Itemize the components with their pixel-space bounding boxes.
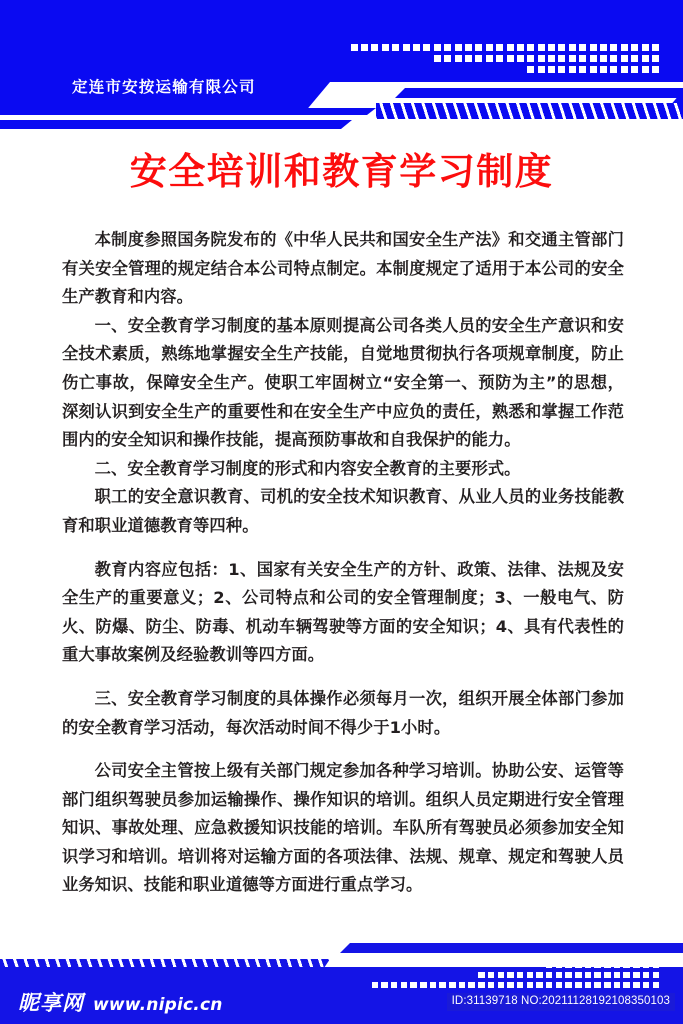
decorative-dot bbox=[631, 44, 638, 51]
decorative-dot bbox=[423, 44, 430, 51]
decorative-dot bbox=[579, 66, 586, 73]
decorative-dot bbox=[488, 982, 495, 989]
page-title: 安全培训和教育学习制度 bbox=[129, 150, 554, 193]
decorative-dot bbox=[371, 44, 378, 51]
decorative-dot bbox=[604, 972, 611, 979]
paragraph: 一、安全教育学习制度的基本原则提高公司各类人员的安全生产意识和安全技术素质，熟练地掌握安全生产技能，自觉地贯彻执行各项规章制度，防止伤亡事故，保障安全生产。使职工牢固树立“安全第一、预防为主”的思想，深刻认识到安全生产的重要性和在安全生产中应负的责任，熟悉和掌握工作范围内的安全知识和操作技能，提高预防事故和自我保护的能力。 bbox=[62, 315, 624, 450]
decorative-dot bbox=[517, 44, 524, 51]
decorative-dot bbox=[498, 972, 505, 979]
paragraph: 教育内容应包括：1、国家有关安全生产的方针、政策、法律、法规及安全生产的重要意义；2、公司特点和公司的安全管理制度；3、一般电气、防火、防爆、防尘、防毒、机动车辆驾驶等方面的安全知识；4、具有代表性的重大事故案例及经验教训等四方面。 bbox=[62, 559, 624, 665]
decorative-dot bbox=[569, 44, 576, 51]
footer-dot-matrix-decoration bbox=[372, 962, 659, 989]
decorative-dot bbox=[410, 982, 417, 989]
decorative-dot bbox=[652, 66, 659, 73]
decorative-dot bbox=[643, 962, 650, 969]
decorative-dot bbox=[604, 982, 611, 989]
decorative-dot bbox=[465, 55, 472, 62]
decorative-dot bbox=[575, 962, 582, 969]
decorative-dot bbox=[600, 55, 607, 62]
decorative-dot bbox=[486, 55, 493, 62]
decorative-dot bbox=[459, 982, 466, 989]
dot-row bbox=[351, 44, 659, 51]
decorative-dot bbox=[569, 66, 576, 73]
decorative-dot bbox=[623, 982, 630, 989]
decorative-dot bbox=[556, 982, 563, 989]
decorative-dot bbox=[600, 44, 607, 51]
decorative-dot bbox=[392, 44, 399, 51]
decorative-dot bbox=[614, 962, 621, 969]
decorative-dot bbox=[449, 982, 456, 989]
decorative-dot bbox=[507, 982, 514, 989]
decorative-dot bbox=[558, 55, 565, 62]
header-dot-matrix-decoration bbox=[351, 44, 659, 73]
decorative-dot bbox=[413, 44, 420, 51]
footer-banner bbox=[0, 967, 683, 1024]
decorative-dot bbox=[372, 982, 379, 989]
decorative-dot bbox=[623, 962, 630, 969]
decorative-dot bbox=[548, 44, 555, 51]
decorative-dot bbox=[652, 44, 659, 51]
decorative-dot bbox=[653, 962, 660, 969]
decorative-dot bbox=[401, 982, 408, 989]
decorative-dot bbox=[558, 66, 565, 73]
decorative-dot bbox=[652, 55, 659, 62]
decorative-dot bbox=[614, 972, 621, 979]
decorative-dot bbox=[496, 44, 503, 51]
decorative-dot bbox=[538, 44, 545, 51]
decorative-dot bbox=[478, 982, 485, 989]
decorative-dot bbox=[507, 972, 514, 979]
decorative-dot bbox=[610, 66, 617, 73]
header-hatch-stripes bbox=[376, 103, 683, 119]
company-name: 定连市安按运输有限公司 bbox=[72, 78, 256, 96]
decorative-dot bbox=[517, 55, 524, 62]
header-bar-upper bbox=[0, 108, 376, 115]
decorative-dot bbox=[507, 55, 514, 62]
decorative-dot bbox=[538, 66, 545, 73]
paragraph: 本制度参照国务院发布的《中华人民共和国安全生产法》和交通主管部门有关安全管理的规定结合本公司特点制定。本制度规定了适用于本公司的安全生产教育和内容。 bbox=[62, 230, 624, 307]
decorative-dot bbox=[642, 66, 649, 73]
site-url[interactable]: www.nipic.cn bbox=[93, 995, 223, 1015]
decorative-dot bbox=[439, 982, 446, 989]
decorative-dot bbox=[536, 982, 543, 989]
decorative-dot bbox=[621, 66, 628, 73]
decorative-dot bbox=[565, 962, 572, 969]
decorative-dot bbox=[643, 982, 650, 989]
footer-slab-decoration bbox=[340, 943, 683, 953]
decorative-dot bbox=[642, 44, 649, 51]
decorative-dot bbox=[527, 972, 534, 979]
decorative-dot bbox=[575, 972, 582, 979]
decorative-dot bbox=[538, 55, 545, 62]
dot-row bbox=[478, 972, 659, 979]
decorative-dot bbox=[517, 972, 524, 979]
decorative-dot bbox=[631, 55, 638, 62]
header-hatch-decoration bbox=[376, 103, 683, 119]
decorative-dot bbox=[351, 44, 358, 51]
decorative-dot bbox=[430, 982, 437, 989]
decorative-dot bbox=[594, 962, 601, 969]
decorative-dot bbox=[507, 44, 514, 51]
header-slab-decoration bbox=[395, 88, 683, 98]
decorative-dot bbox=[643, 972, 650, 979]
decorative-dot bbox=[565, 982, 572, 989]
decorative-dot bbox=[382, 44, 389, 51]
dot-row bbox=[434, 55, 659, 62]
decorative-dot bbox=[594, 972, 601, 979]
decorative-dot bbox=[444, 44, 451, 51]
decorative-dot bbox=[642, 55, 649, 62]
decorative-dot bbox=[527, 982, 534, 989]
decorative-dot bbox=[579, 55, 586, 62]
decorative-dot bbox=[621, 55, 628, 62]
decorative-dot bbox=[600, 66, 607, 73]
nipic-logo: 昵享网 bbox=[18, 991, 84, 1015]
asset-id-tag: ID:31139718 NO:20211128192108350103 bbox=[447, 993, 675, 1011]
paragraph: 公司安全主管按上级有关部门规定参加各种学习培训。协助公安、运管等部门组织驾驶员参加运输操作、操作知识的培训。组织人员定期进行安全管理知识、事故处理、应急救援知识技能的培训。车队所有驾驶员必须参加安全知识学习和培训。培训将对运输方面的各项法律、法规、规章、规定和驾驶人员业务知识、技能和职业道德等方面进行重点学习。 bbox=[62, 761, 624, 895]
decorative-dot bbox=[621, 44, 628, 51]
decorative-dot bbox=[653, 972, 660, 979]
decorative-dot bbox=[444, 55, 451, 62]
decorative-dot bbox=[623, 972, 630, 979]
decorative-dot bbox=[653, 982, 660, 989]
decorative-dot bbox=[546, 982, 553, 989]
decorative-dot bbox=[403, 44, 410, 51]
decorative-dot bbox=[498, 982, 505, 989]
decorative-dot bbox=[381, 982, 388, 989]
decorative-dot bbox=[565, 972, 572, 979]
decorative-dot bbox=[434, 55, 441, 62]
decorative-dot bbox=[527, 44, 534, 51]
decorative-dot bbox=[633, 982, 640, 989]
decorative-dot bbox=[475, 44, 482, 51]
decorative-dot bbox=[610, 44, 617, 51]
decorative-dot bbox=[478, 972, 485, 979]
dot-row bbox=[546, 962, 659, 969]
decorative-dot bbox=[633, 972, 640, 979]
header-bar-lower bbox=[0, 120, 352, 129]
decorative-dot bbox=[475, 55, 482, 62]
decorative-dot bbox=[558, 44, 565, 51]
decorative-dot bbox=[361, 44, 368, 51]
decorative-dot bbox=[527, 66, 534, 73]
decorative-dot bbox=[594, 982, 601, 989]
decorative-dot bbox=[610, 55, 617, 62]
decorative-dot bbox=[590, 44, 597, 51]
decorative-dot bbox=[556, 962, 563, 969]
decorative-dot bbox=[468, 982, 475, 989]
decorative-dot bbox=[585, 982, 592, 989]
decorative-dot bbox=[465, 44, 472, 51]
site-branding[interactable] bbox=[18, 993, 223, 1014]
decorative-dot bbox=[488, 972, 495, 979]
decorative-dot bbox=[585, 962, 592, 969]
paragraph: 三、安全教育学习制度的具体操作必须每月一次，组织开展全体部门参加的安全教育学习活动，每次活动时间不得少于1小时。 bbox=[62, 688, 624, 737]
decorative-dot bbox=[391, 982, 398, 989]
decorative-dot bbox=[590, 66, 597, 73]
dot-row bbox=[527, 66, 659, 73]
decorative-dot bbox=[434, 44, 441, 51]
decorative-dot bbox=[455, 44, 462, 51]
decorative-dot bbox=[633, 962, 640, 969]
decorative-dot bbox=[585, 972, 592, 979]
decorative-dot bbox=[486, 44, 493, 51]
decorative-dot bbox=[548, 55, 555, 62]
decorative-dot bbox=[546, 972, 553, 979]
decorative-dot bbox=[631, 66, 638, 73]
paragraph: 职工的安全意识教育、司机的安全技术知识教育、从业人员的业务技能教育和职业道德教育等四种。 bbox=[62, 487, 624, 535]
decorative-dot bbox=[420, 982, 427, 989]
decorative-dot bbox=[614, 982, 621, 989]
decorative-dot bbox=[556, 972, 563, 979]
decorative-dot bbox=[590, 55, 597, 62]
decorative-dot bbox=[536, 972, 543, 979]
decorative-dot bbox=[548, 66, 555, 73]
dot-row bbox=[372, 982, 659, 989]
decorative-dot bbox=[569, 55, 576, 62]
decorative-dot bbox=[579, 44, 586, 51]
decorative-dot bbox=[575, 982, 582, 989]
decorative-dot bbox=[527, 55, 534, 62]
paragraph: 二、安全教育学习制度的形式和内容安全教育的主要形式。 bbox=[94, 458, 521, 478]
decorative-dot bbox=[455, 55, 462, 62]
decorative-dot bbox=[604, 962, 611, 969]
decorative-dot bbox=[517, 982, 524, 989]
decorative-dot bbox=[496, 55, 503, 62]
decorative-dot bbox=[546, 962, 553, 969]
document-body bbox=[62, 226, 624, 900]
